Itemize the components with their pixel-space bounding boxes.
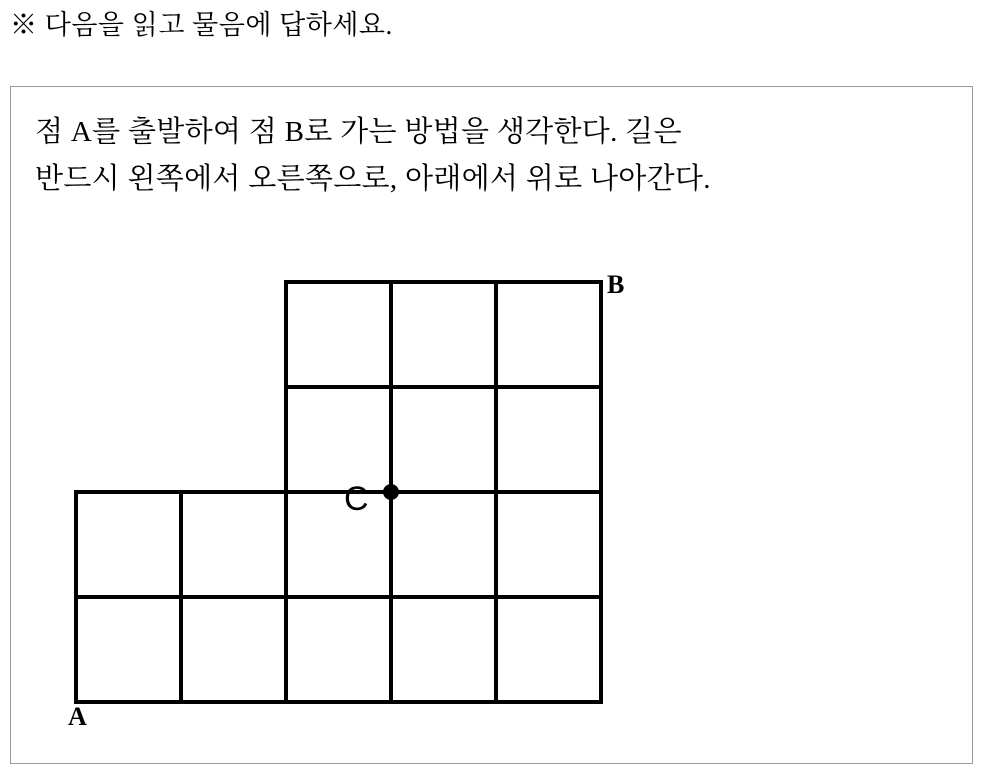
lattice-figure — [56, 270, 656, 731]
point-a-label: A — [68, 702, 87, 731]
problem-box — [10, 86, 973, 764]
instruction-text: ※ 다음을 읽고 물음에 답하세요. — [10, 10, 393, 40]
point-b-label: B — [607, 270, 625, 299]
point-c-label: C — [344, 480, 369, 518]
grid-lines — [76, 282, 601, 702]
problem-stem-line-2: 반드시 왼쪽에서 오른쪽으로, 아래에서 위로 나아간다. — [35, 163, 711, 195]
point-c-marker — [383, 484, 399, 500]
problem-stem-line-1: 점 A를 출발하여 점 B로 가는 방법을 생각한다. 길은 — [35, 116, 682, 148]
problem-stem — [35, 109, 955, 203]
